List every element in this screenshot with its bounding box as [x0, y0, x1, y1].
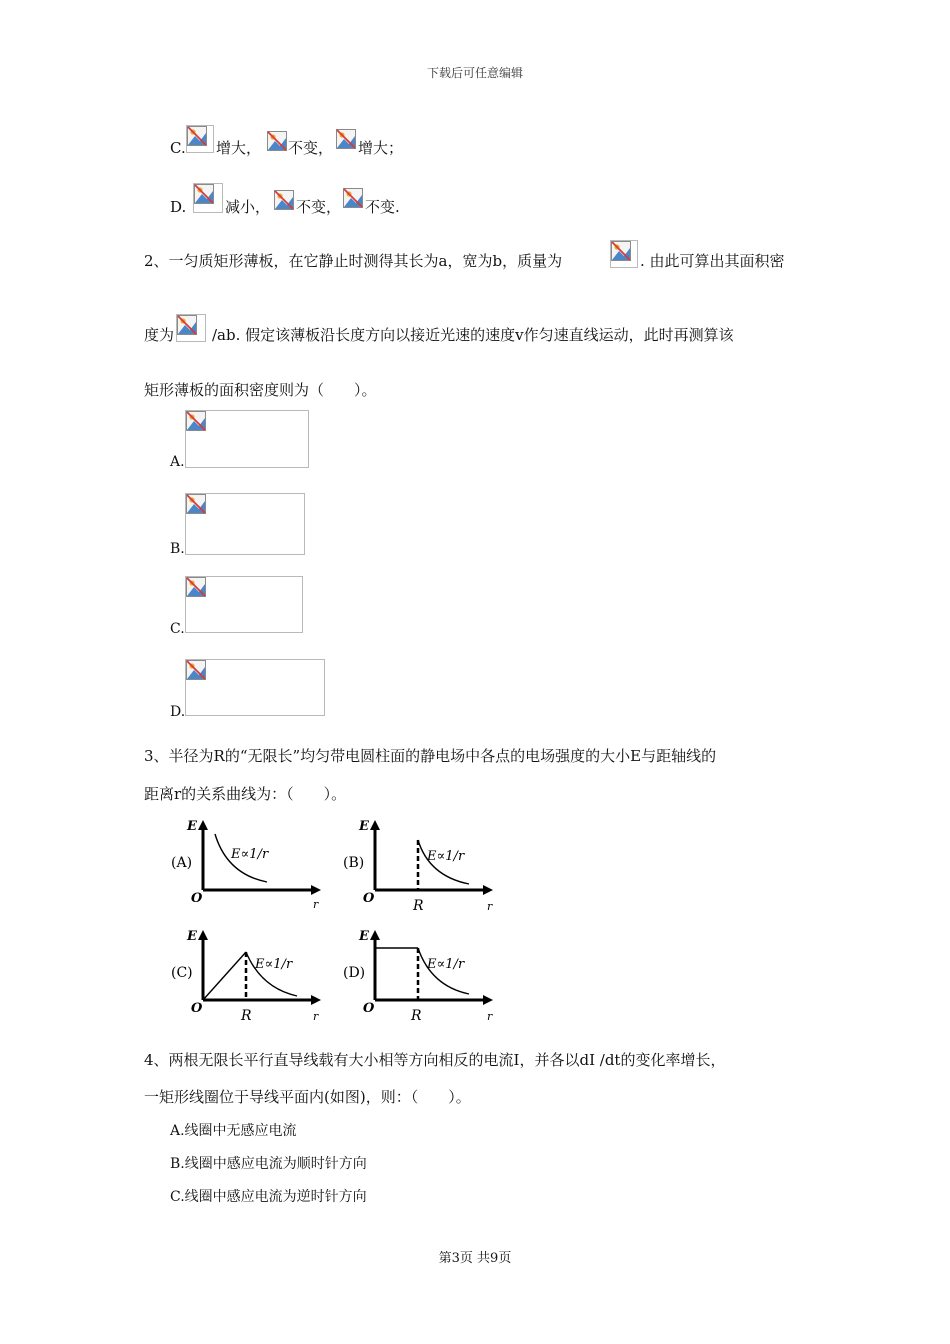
graph-a-y-arrow: [198, 820, 208, 830]
graph-c-x-arrow: [311, 995, 321, 1005]
broken-image-icon: [186, 577, 206, 597]
broken-image-icon: [343, 188, 363, 208]
graph-b-y-arrow: [370, 820, 380, 830]
broken-image-icon: [267, 131, 287, 151]
q3-line-1: 3、半径为R的“无限长”均匀带电圆柱面的静电场中各点的电场强度的大小E与距轴线的: [144, 747, 717, 765]
broken-image-icon: [187, 126, 207, 146]
q2-option-a-label: A.: [170, 454, 185, 470]
q1-option-d-text-2: 不变，: [296, 198, 342, 216]
q3-line-2: 距离r的关系曲线为：（ ）。: [144, 785, 347, 803]
graph-a-r-label: r: [313, 898, 319, 911]
q2-line-2b: /ab. 假定该薄板沿长度方向以接近光速的速度v作匀速直线运动，此时再测算该: [212, 326, 734, 344]
graph-c-tag: (C): [171, 965, 193, 981]
q1-option-d-label: D.: [170, 198, 187, 216]
graph-a-e-label: E: [187, 819, 197, 834]
q2-option-c-label: C.: [170, 621, 185, 637]
graph-a-x-arrow: [311, 885, 321, 895]
q2-option-d-label: D.: [170, 704, 186, 720]
graph-b-e-label: E: [359, 819, 369, 834]
broken-image-icon: [611, 241, 631, 261]
graph-d-origin-label: O: [363, 1001, 375, 1016]
graph-b: [337, 812, 502, 912]
graph-d-tag: (D): [343, 965, 366, 981]
q4-line-1: 4、两根无限长平行直导线载有大小相等方向相反的电流I，并各以dI /dt的变化率增长，: [144, 1051, 726, 1069]
graph-b-tag: (B): [343, 855, 365, 871]
graph-c-formula: E∝1/r: [255, 957, 293, 972]
graph-b-r-label: r: [487, 900, 493, 912]
q1-option-d-text-3: 不变.: [365, 198, 400, 216]
graph-d-e-label: E: [359, 929, 369, 944]
broken-image-icon: [186, 411, 206, 431]
graph-b-big-r-label: R: [413, 898, 424, 912]
graph-d: [337, 922, 502, 1024]
q1-option-d-text-1: 减小，: [225, 198, 271, 216]
q2-line-3: 矩形薄板的面积密度则为（ ）。: [144, 381, 377, 399]
broken-image-icon: [274, 190, 294, 210]
broken-image-icon: [336, 129, 356, 149]
graph-b-x-arrow: [483, 885, 493, 895]
graph-a: [165, 812, 330, 912]
graph-d-r-label: r: [487, 1010, 493, 1023]
graph-c-big-r-label: R: [241, 1008, 252, 1024]
graph-a-origin-label: O: [191, 891, 203, 906]
q1-option-c-text-3: 增大；: [358, 139, 404, 157]
q4-option-a: A.线圈中无感应电流: [170, 1123, 297, 1139]
graph-c-y-arrow: [198, 930, 208, 940]
graph-d-formula: E∝1/r: [427, 957, 465, 972]
q4-option-b: B.线圈中感应电流为顺时针方向: [170, 1156, 367, 1172]
broken-image-icon: [186, 494, 206, 514]
graph-d-y-arrow: [370, 930, 380, 940]
graph-c-linear-segment: [203, 952, 246, 1000]
q2-option-d-image: [185, 659, 325, 716]
page-header: 下载后可任意编辑: [426, 66, 523, 80]
q2-line-1b: . 由此可算出其面积密: [640, 252, 785, 270]
q4-line-2: 一矩形线圈位于导线平面内(如图)，则：（ ）。: [144, 1088, 471, 1106]
graph-c-r-label: r: [313, 1010, 319, 1023]
graph-c: [165, 922, 330, 1024]
graph-b-origin-label: O: [363, 891, 375, 906]
graph-c-e-label: E: [187, 929, 197, 944]
graph-c-origin-label: O: [191, 1001, 203, 1016]
q2-line-1a: 2、一匀质矩形薄板，在它静止时测得其长为a，宽为b，质量为: [144, 252, 563, 270]
page-footer: 第3页 共9页: [438, 1251, 512, 1266]
broken-image-icon: [194, 184, 214, 204]
q1-option-c-text-2: 不变，: [288, 139, 334, 157]
graph-d-big-r-label: R: [411, 1008, 422, 1024]
q4-option-c: C.线圈中感应电流为逆时针方向: [170, 1189, 367, 1205]
graph-b-formula: E∝1/r: [427, 849, 465, 864]
broken-image-icon: [177, 315, 197, 335]
q1-option-c-text-1: 增大，: [216, 139, 262, 157]
q2-line-2a: 度为: [144, 326, 175, 344]
q1-option-c-label: C.: [170, 139, 186, 157]
graph-a-formula: E∝1/r: [231, 847, 269, 862]
q2-option-b-label: B.: [170, 541, 185, 557]
graph-a-tag: (A): [171, 855, 193, 871]
graph-d-x-arrow: [483, 995, 493, 1005]
broken-image-icon: [186, 660, 206, 680]
